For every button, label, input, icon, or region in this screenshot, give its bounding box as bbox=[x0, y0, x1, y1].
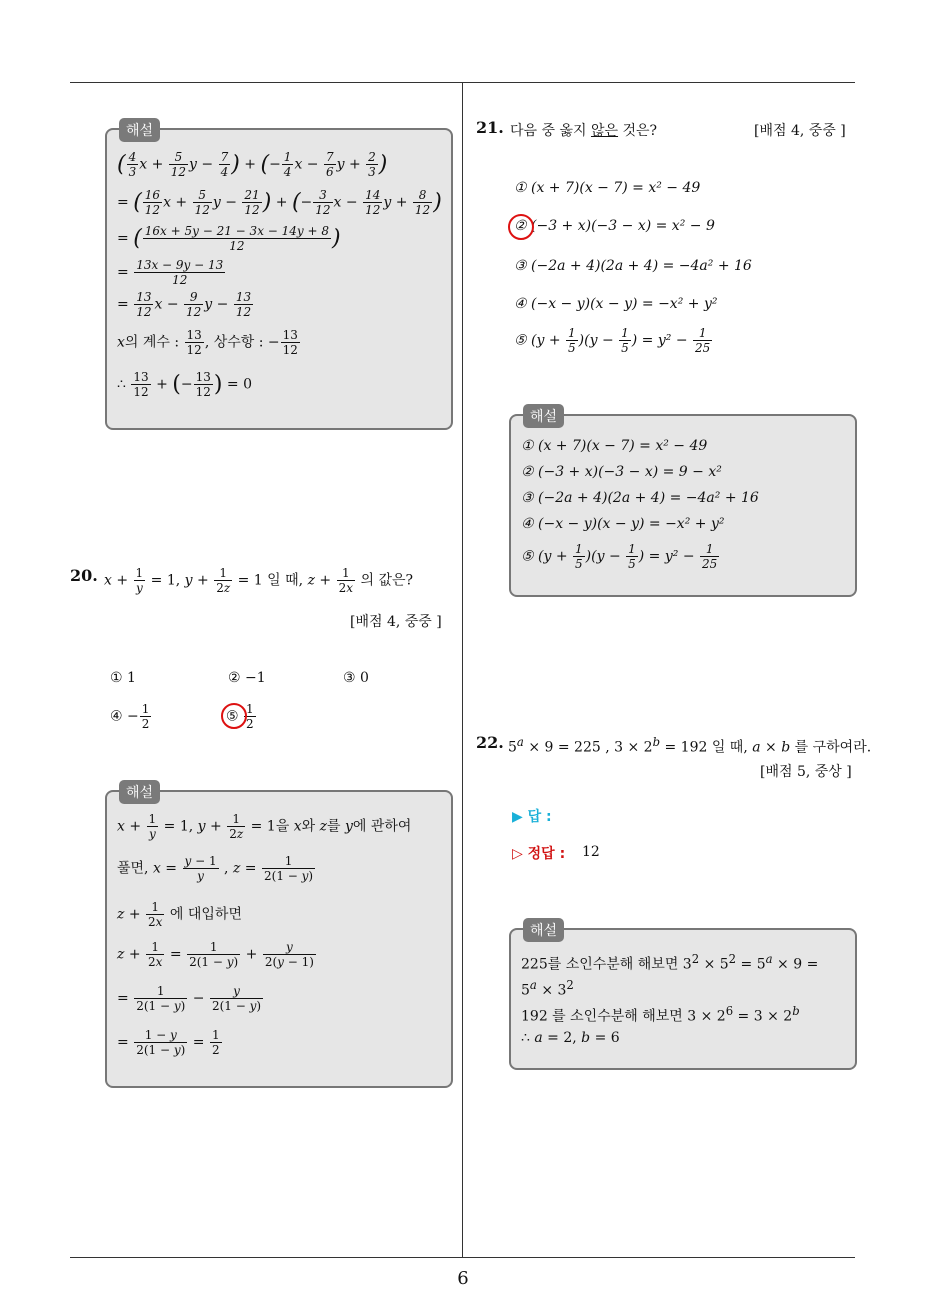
column-divider bbox=[462, 82, 463, 1258]
q21-solution-box bbox=[509, 409, 857, 597]
q20-sol-1: x + $\frac{1}{y}$ = 1, y + $\frac{1}{2z}$ = 1을 x와 z를 y에 관하여 bbox=[117, 812, 412, 841]
q22-correct-value: 12 bbox=[582, 844, 600, 860]
q21-choice-4[interactable]: ④ (−x − y)(x − y) = −x² + y² bbox=[514, 296, 718, 312]
q21-sol-5: ⑤ (y + $\frac{1}{5}$ )(y − $\frac{1}{5}$ ) = y² − $\frac{1}{25}$ bbox=[521, 542, 718, 571]
solution-tag: 해설 bbox=[523, 918, 564, 942]
solution-tag: 해설 bbox=[523, 404, 564, 428]
q20-sol-2: 풀면, x = $\frac{y - 1}{y}$ , z = $\frac{1}{2(1 - y)}$ bbox=[117, 854, 314, 883]
q21-score: [배점 4, 중중 ] bbox=[754, 123, 846, 139]
q19-line-3: = ( $\frac{16x + 5y - 21 - 3x - 14y + 8}{12}$ ) bbox=[117, 224, 341, 253]
q19-line-4: = $\frac{13x - 9y - 13}{12}$ bbox=[117, 258, 224, 287]
q21-choice-2[interactable]: ② (−3 + x)(−3 − x) = x² − 9 bbox=[514, 218, 715, 234]
q22-sol-4: ∴ a = 2, b = 6 bbox=[521, 1030, 620, 1046]
q22-score: [배점 5, 중상 ] bbox=[760, 764, 852, 780]
q20-choice-4[interactable]: ④ − $\frac{1}{2}$ bbox=[110, 702, 150, 731]
q22-number: 22. bbox=[476, 733, 504, 752]
q22-answer-label: ▶ 답 : bbox=[512, 809, 552, 825]
q20-sol-5: = $\frac{1}{2(1 - y)}$ − $\frac{y}{2(1 - y)}$ bbox=[117, 984, 262, 1013]
q20-marked-circle bbox=[221, 703, 247, 729]
q20-question: x + $\frac{1}{y}$ = 1, y + $\frac{1}{2z}$ = 1 일 때, z + $\frac{1}{2x}$ 의 값은? bbox=[104, 566, 413, 595]
q20-number: 20. bbox=[70, 566, 98, 585]
q19-line-7: ∴ $\frac{13}{12}$ + (− $\frac{13}{12}$ ) = 0 bbox=[117, 370, 253, 399]
q19-line-6: x의 계수 : $\frac{13}{12}$ , 상수항 : − $\frac{13}{12}$ bbox=[117, 328, 298, 357]
q20-choice-5[interactable]: ⑤ $\frac{1}{2}$ bbox=[226, 702, 254, 731]
q22-sol-3: 192 를 소인수분해 해보면 $3 \times 2^6 = 3 \times 2^b$ bbox=[521, 1004, 800, 1025]
q20-sol-6: = $\frac{1 - y}{2(1 - y)}$ = $\frac{1}{2}$ bbox=[117, 1028, 220, 1057]
q22-sol-1: 225를 소인수분해 해보면 $3^2 \times 5^2 = 5^a \times 9$ = bbox=[521, 952, 819, 973]
q22-correct-label: ▷ 정답 : bbox=[512, 846, 566, 862]
q21-choice-1[interactable]: ① (x + 7)(x − 7) = x² − 49 bbox=[514, 180, 701, 196]
q22-sol-2: $5^a \times 3^2$ bbox=[521, 978, 574, 999]
q22-solution-box bbox=[509, 923, 857, 1070]
q21-number: 21. bbox=[476, 118, 504, 137]
q20-score: [배점 4, 중중 ] bbox=[350, 614, 442, 630]
q20-choice-1[interactable]: ① 1 bbox=[110, 670, 136, 686]
q19-line-2: = ( $\frac{16}{12}$ x + $\frac{5}{12}$ y − $\frac{21}{12}$ ) + (− $\frac{3}{12}$ x − $\frac{14}{12}$ y + $\frac{8}{12}$ ) bbox=[117, 188, 442, 217]
q21-sol-2: ② (−3 + x)(−3 − x) = 9 − x² bbox=[521, 464, 722, 480]
q21-choice-5[interactable]: ⑤ (y + $\frac{1}{5}$ )(y − $\frac{1}{5}$ ) = y² − $\frac{1}{25}$ bbox=[514, 326, 711, 355]
q21-marked-circle bbox=[508, 214, 534, 240]
q19-line-1: ( $\frac{4}{3}$ x + $\frac{5}{12}$ y − $\frac{7}{4}$ ) + (− $\frac{1}{4}$ x − $\frac{7}{6}$ y + $\frac{2}{3}$ ) bbox=[117, 150, 388, 179]
q19-line-5: = $\frac{13}{12}$ x − $\frac{9}{12}$ y − $\frac{13}{12}$ bbox=[117, 290, 252, 319]
q20-choice-2[interactable]: ② −1 bbox=[228, 670, 266, 686]
solution-tag: 해설 bbox=[119, 118, 160, 142]
q20-solution-box bbox=[105, 785, 453, 1088]
q19-solution-box bbox=[105, 123, 453, 430]
bottom-rule bbox=[70, 1257, 855, 1258]
q20-sol-4: z + $\frac{1}{2x}$ = $\frac{1}{2(1 - y)}$ + $\frac{y}{2(y - 1)}$ bbox=[117, 940, 314, 969]
q21-question: 다음 중 옳지 않은 것은? bbox=[510, 123, 658, 139]
q21-sol-4: ④ (−x − y)(x − y) = −x² + y² bbox=[521, 516, 725, 532]
q21-sol-1: ① (x + 7)(x − 7) = x² − 49 bbox=[521, 438, 708, 454]
q20-sol-3: z + $\frac{1}{2x}$ 에 대입하면 bbox=[117, 900, 242, 929]
q20-choice-3[interactable]: ③ 0 bbox=[343, 670, 369, 686]
page-number: 6 bbox=[457, 1268, 469, 1289]
q21-choice-3[interactable]: ③ (−2a + 4)(2a + 4) = −4a² + 16 bbox=[514, 258, 752, 274]
solution-tag: 해설 bbox=[119, 780, 160, 804]
q21-sol-3: ③ (−2a + 4)(2a + 4) = −4a² + 16 bbox=[521, 490, 759, 506]
q22-question: $5^a \times 9 = 225$ , $3 \times 2^b = 192$ 일 때, a × b 를 구하여라. bbox=[508, 735, 872, 756]
